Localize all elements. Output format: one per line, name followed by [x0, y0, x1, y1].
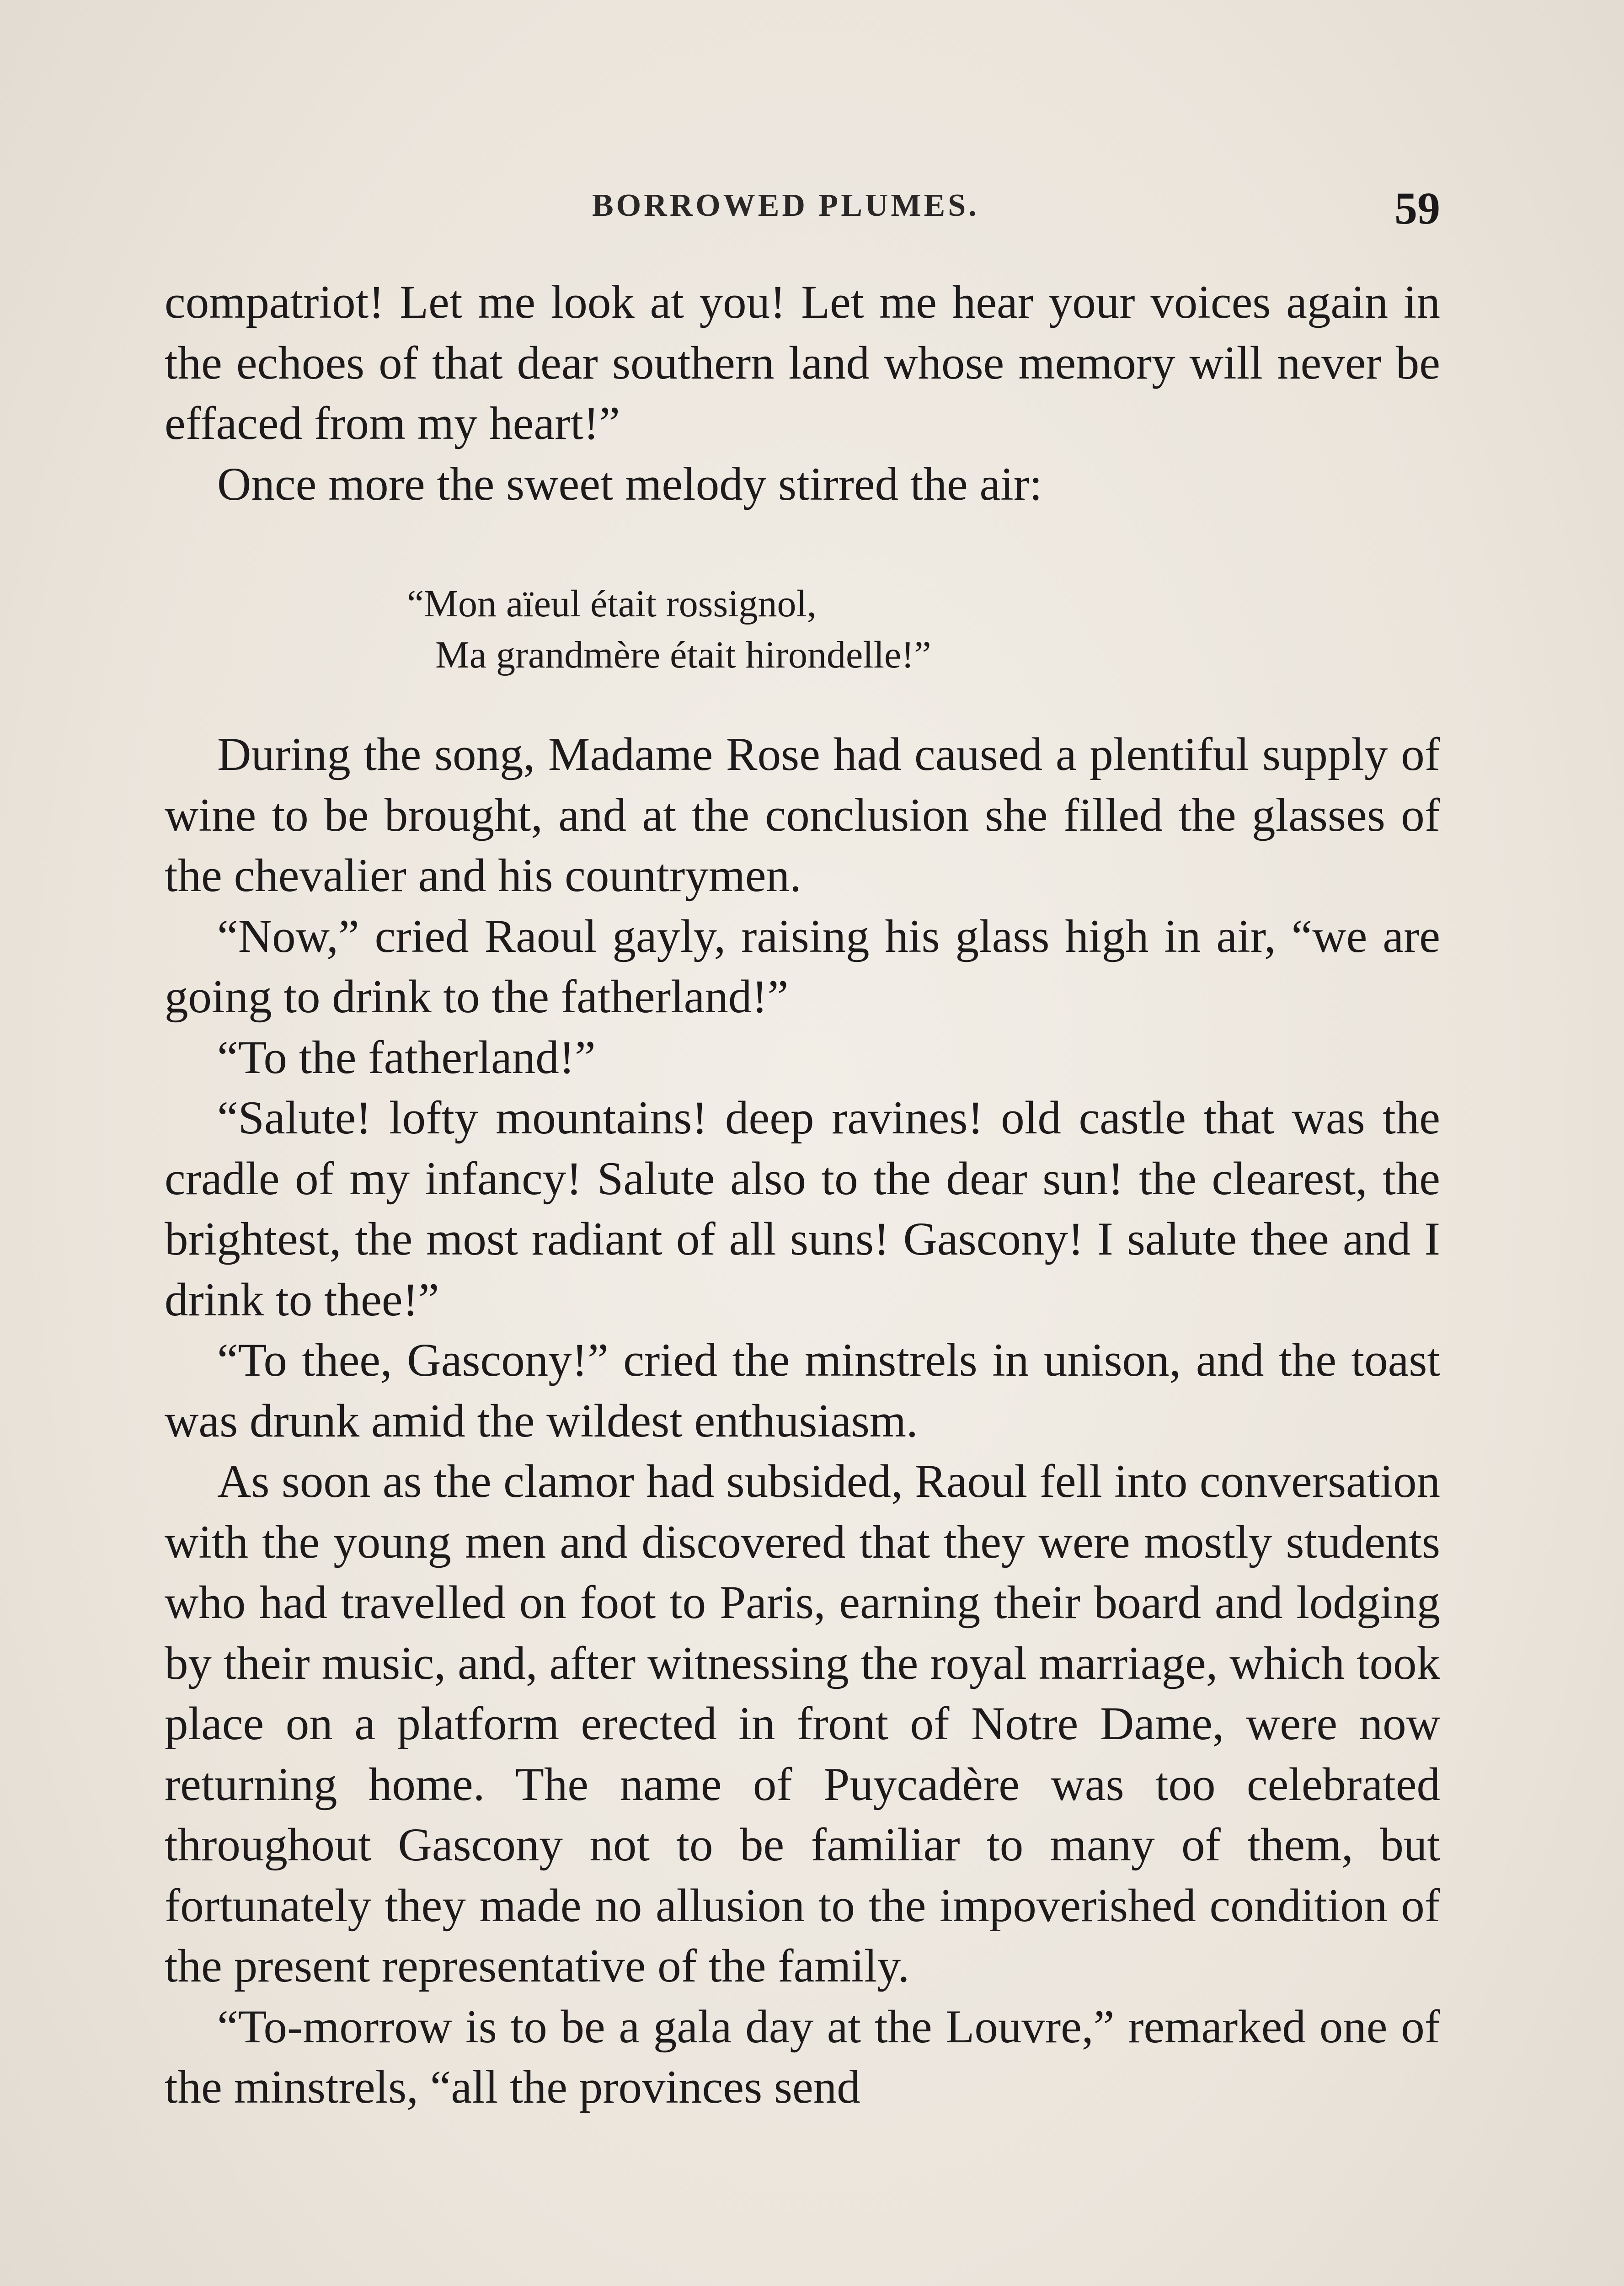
verse-quote: [165, 578, 1440, 681]
paragraph: Once more the sweet melody stirred the air:: [217, 458, 1042, 510]
paragraph: During the song, Madame Rose had caused a plentiful supply of wine to be brought, and at the conclusion she filled the glasses of the chevalier and his countrymen.: [165, 728, 1440, 902]
verse-line: “Mon aïeul était rossignol,: [407, 582, 817, 625]
page-number: 59: [1394, 183, 1440, 234]
paragraph-continuation: compatriot! Let me look at you! Let me hear your voices again in the echoes of that dear southern land whose memory will never be effaced from my heart!”: [165, 276, 1440, 449]
running-head: BORROWED PLUMES.: [592, 188, 979, 223]
paragraph: “To-morrow is to be a gala day at the Louvre,” remarked one of the minstrels, “all the provinces send: [165, 2000, 1440, 2113]
paragraph: “Now,” cried Raoul gayly, raising his glass high in air, “we are going to drink to the fatherland!”: [165, 910, 1440, 1023]
paragraph: As soon as the clamor had subsided, Raoul fell into conversation with the young men and discovered that they were mostly students who had travelled on foot to Paris, earning their board and lodging by their music, and, after witnessing the royal marriage, which took place on a platform erected in front of Notre Dame, were now returning home. The name of Puycadère was too celebrated throughout Gascony not to be familiar to many of them, but fortunately they made no allusion to the impoverished condition of the present representative of the family.: [165, 1455, 1440, 1992]
paragraph: “Salute! lofty mountains! deep ravines! old castle that was the cradle of my infancy! Salute also to the dear sun! the clearest, the brightest, the most radiant of all suns! Gascony! I salute thee and I drink to thee!”: [165, 1092, 1440, 1326]
paragraph: “To the fatherland!”: [217, 1031, 596, 1084]
page-header: [165, 183, 1445, 242]
body-text: [165, 272, 1440, 2118]
verse-line: Ma grandmère était hirondelle!”: [435, 634, 931, 676]
paragraph: “To thee, Gascony!” cried the minstrels in unison, and the toast was drunk amid the wildest enthusiasm.: [165, 1334, 1440, 1447]
